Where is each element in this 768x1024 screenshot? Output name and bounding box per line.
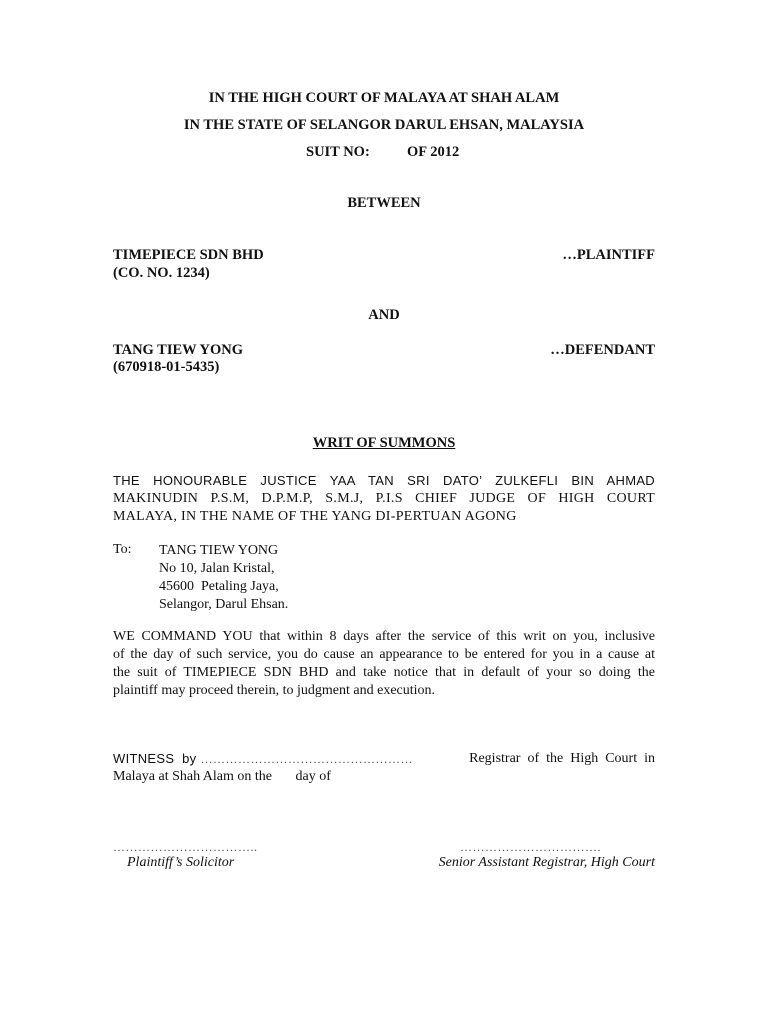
command-paragraph: [113, 628, 655, 700]
preamble-line: MAKINUDIN P.S.M, D.P.M.P, S.M.J, P.I.S CHIEF JUDGE OF HIGH COURT: [113, 491, 655, 506]
witness-date: day of: [295, 769, 331, 784]
witness-prefix: WITNESS by: [113, 751, 197, 766]
witness-signature-dots: ……………………………………………: [200, 752, 413, 766]
witness-place: Malaya at Shah Alam on the: [113, 769, 273, 784]
witness-paragraph: [113, 750, 655, 786]
plaintiff-role: …PLAINTIFF: [562, 247, 655, 263]
preamble-line: THE HONOURABLE JUSTICE YAA TAN SRI DATO’ ZULKEFLI BIN AHMAD: [113, 473, 655, 488]
defendant-ic-number: (670918-01-5435): [113, 359, 220, 375]
registrar-signature-line: …………………………….: [460, 840, 601, 854]
command-line: WE COMMAND YOU that within 8 days after the service of this writ on you, inclusive: [113, 629, 655, 644]
solicitor-label: Plaintiff’s Solicitor: [127, 855, 235, 870]
suit-year: OF 2012: [407, 144, 460, 160]
recipient-address: [159, 542, 288, 614]
state-heading: IN THE STATE OF SELANGOR DARUL EHSAN, MALAYSIA: [183, 117, 585, 133]
to-label: To:: [113, 542, 132, 557]
command-line: of the day of such service, you do cause an appearance to be entered for you in a cause at: [113, 647, 655, 662]
preamble-paragraph: [113, 472, 655, 526]
between-heading: BETWEEN: [347, 195, 421, 211]
command-line: plaintiff may proceed therein, to judgment and execution.: [113, 683, 436, 698]
document-title: WRIT OF SUMMONS: [312, 435, 456, 451]
preamble-line: MALAYA, IN THE NAME OF THE YANG DI-PERTUAN AGONG: [113, 509, 517, 524]
address-line: No 10, Jalan Kristal,: [159, 561, 275, 576]
address-line: Selangor, Darul Ehsan.: [159, 597, 289, 612]
court-heading: IN THE HIGH COURT OF MALAYA AT SHAH ALAM: [208, 90, 560, 106]
defendant-name: TANG TIEW YONG: [113, 342, 243, 358]
recipient-name: TANG TIEW YONG: [159, 543, 279, 558]
address-line: 45600 Petaling Jaya,: [159, 579, 279, 594]
plaintiff-name: TIMEPIECE SDN BHD: [113, 247, 264, 263]
command-line: the suit of TIMEPIECE SDN BHD and take notice that in default of your so doing the: [113, 665, 655, 680]
plaintiff-company-number: (CO. NO. 1234): [113, 265, 210, 281]
registrar-label: Senior Assistant Registrar, High Court: [438, 855, 655, 870]
and-heading: AND: [368, 307, 400, 323]
defendant-role: …DEFENDANT: [550, 342, 655, 358]
solicitor-signature-line: ……………………………..: [113, 840, 258, 854]
witness-suffix: Registrar of the High Court in: [469, 751, 655, 766]
suit-number-label: SUIT NO:: [306, 144, 370, 160]
